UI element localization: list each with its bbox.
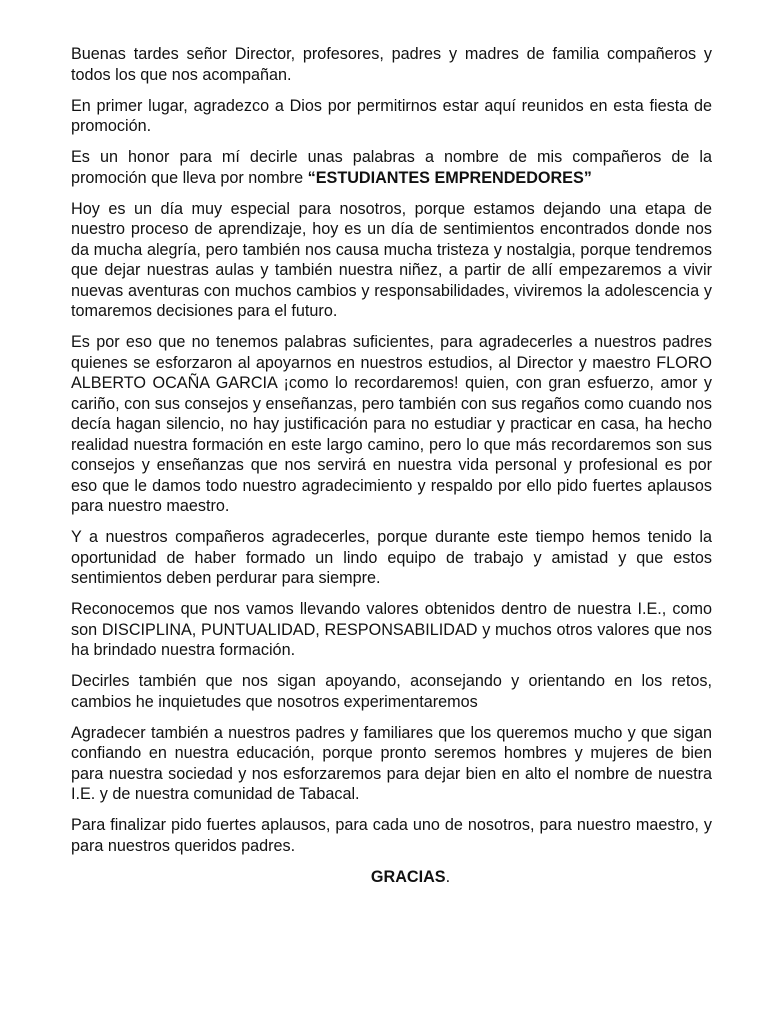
closing-punct: . [445, 868, 451, 886]
paragraph-values: Reconocemos que nos vamos llevando valores obtenidos dentro de nuestra I.E., como son DISCIPLINA, PUNTUALIDAD, RESPONSABILIDAD y muchos otros valores que nos ha brindado nuestra formación. [71, 600, 712, 659]
paragraph-family: Agradecer también a nuestros padres y familiares que los queremos mucho y que sigan confiando en nuestra educación, porque pronto seremos hombres y mujeres de bien para nuestra sociedad y nos esforzaremos para dejar bien en alto el nombre de nuestra I.E. y de nuestra comunidad de Tabacal. [71, 723, 712, 803]
paragraph-honor-text: Es un honor para mí decirle unas palabras a nombre de mis compañeros de la promoción que lleva por nombre [71, 148, 712, 187]
paragraph-closing-applause: Para finalizar pido fuertes aplausos, para cada uno de nosotros, para nuestro maestro, y para nuestros queridos padres. [71, 816, 712, 855]
paragraph-gratitude-teacher: Es por eso que no tenemos palabras suficientes, para agradecerles a nuestros padres quienes se esforzaron al apoyarnos en nuestros estudios, al Director y maestro FLORO ALBERTO OCAÑA GARCIA ¡como lo recordaremos! quien, con gran esfuerzo, amor y cariño, con sus consejos y enseñanzas, pero también con sus regaños como cuando nos decía hagan silencio, no hay justificación para no estudiar y practicar en casa, ha hecho realidad nuestra formación en este largo camino, pero lo que más recordaremos son sus consejos y enseñanzas que nos servirá en nuestra vida personal y profesional es por eso que le damos todo nuestro agradecimiento y respaldo por ello pido fuertes aplausos para nuestro maestro. [71, 333, 712, 515]
paragraph-special-day: Hoy es un día muy especial para nosotros, porque estamos dejando una etapa de nuestro proceso de aprendizaje, hoy es un día de sentimientos encontrados donde nos da mucha alegría, pero también nos causa mucha tristeza y nostalgia, porque tendremos que dejar nuestras aulas y también nuestra niñez, a partir de allí empezaremos a vivir nuevas aventuras con muchos cambios y responsabilidades, viviremos la adolescencia y tomaremos decisiones para el futuro. [71, 199, 712, 320]
paragraph-thanks-god: En primer lugar, agradezco a Dios por permitirnos estar aquí reunidos en esta fiesta de promoción. [71, 96, 712, 135]
closing-line [71, 867, 712, 888]
paragraph-greeting: Buenas tardes señor Director, profesores, padres y madres de familia compañeros y todos los que nos acompañan. [71, 45, 712, 84]
paragraph-honor [71, 147, 712, 188]
speech-document [71, 44, 712, 904]
promotion-name: “ESTUDIANTES EMPRENDEDORES” [307, 168, 592, 187]
paragraph-support: Decirles también que nos sigan apoyando, aconsejando y orientando en los retos, cambios he inquietudes que nosotros experimentaremos [71, 672, 712, 711]
paragraph-classmates: Y a nuestros compañeros agradecerles, porque durante este tiempo hemos tenido la oportunidad de haber formado un lindo equipo de trabajo y amistad y que estos sentimientos deben perdurar para siempre. [71, 528, 712, 587]
closing-word: GRACIAS [370, 868, 446, 886]
